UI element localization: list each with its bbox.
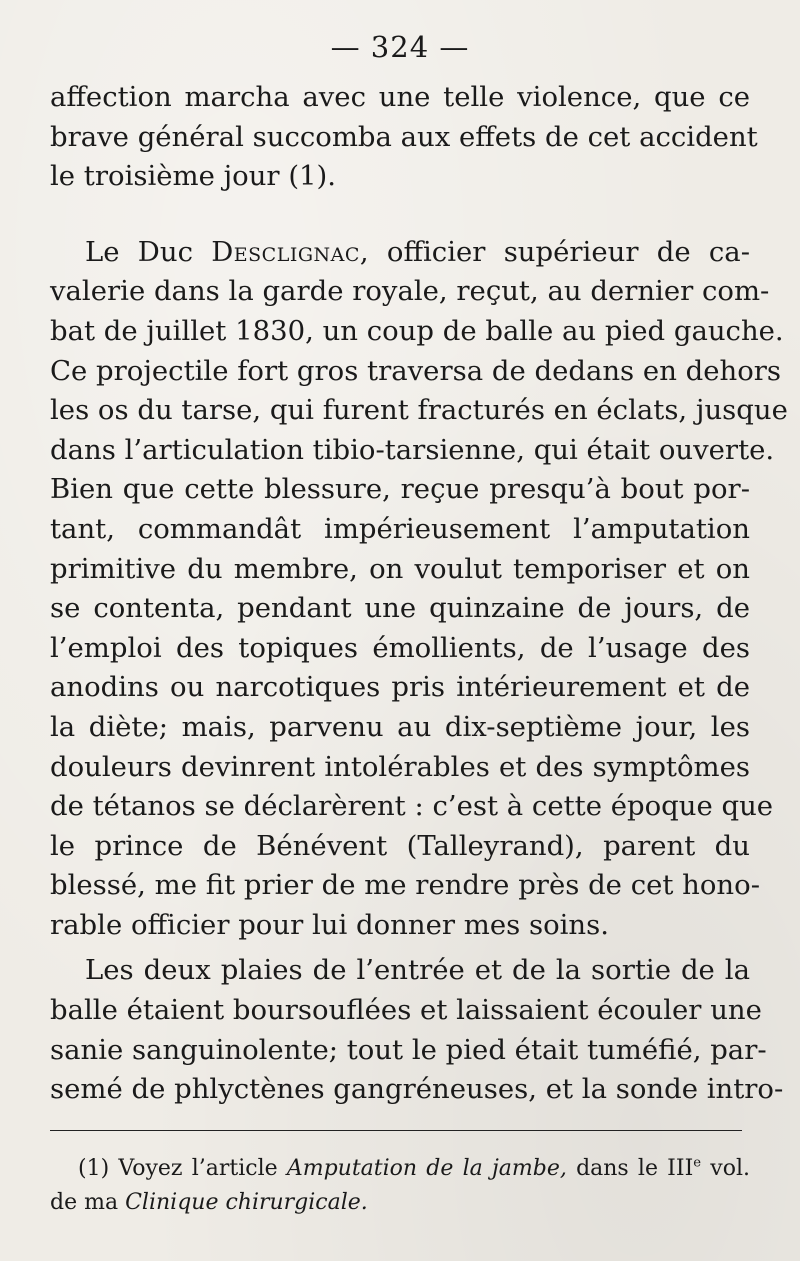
text-line: Les deux plaies de l’entrée et de la sortie de la (85, 954, 750, 987)
text-line: l’emploi des topiques émollients, de l’usage des (50, 631, 750, 664)
text-line: semé de phlyctènes gangréneuses, et la sonde intro- (50, 1073, 784, 1106)
person-name: Desclignac (211, 235, 360, 268)
text-line: tant, commandât impérieusement l’amputation (50, 512, 750, 545)
paragraph-gap (50, 197, 750, 233)
text-line: se contenta, pendant une quinzaine de jours, de (50, 592, 750, 625)
text-line: bat de juillet 1830, un coup de balle au pied gauche. (50, 314, 784, 347)
text-line: rable officier pour lui donner mes soins. (50, 908, 609, 941)
text-line: valerie dans la garde royale, reçut, au dernier com- (50, 275, 770, 308)
paragraph-1 (50, 78, 758, 197)
text-line: anodins ou narcotiques pris intérieurement et de (50, 671, 750, 704)
footnote-rule (50, 1130, 742, 1131)
text-line: Bien que cette blessure, reçue presqu’à bout por- (50, 473, 750, 506)
page-number-header: — 324 — (330, 30, 470, 64)
text-line: de tétanos se déclarèrent : c’est à cette époque que (50, 790, 774, 823)
text-line: brave général succomba aux effets de cet accident (50, 120, 758, 153)
text-fragment: , officier supérieur de ca- (359, 235, 750, 268)
italic-title: Clinique chirurgicale. (125, 1190, 368, 1215)
text-line (50, 233, 750, 273)
text-line: blessé, me fit prier de me rendre près de cet hono- (50, 869, 760, 902)
text-line: dans l’articulation tibio-tarsienne, qui était ouverte. (50, 433, 775, 466)
text-line: douleurs devinrent intolérables et des symptômes (50, 750, 750, 783)
text-fragment: Le Duc (85, 235, 212, 268)
footnote-line (50, 1186, 750, 1220)
text-line: primitive du membre, on voulut temporiser et on (50, 552, 750, 585)
text-line: Ce projectile fort gros traversa de dedans en dehors (50, 354, 782, 387)
footnote-line (50, 1152, 750, 1186)
text-line: la diète; mais, parvenu au dix-septième jour, les (50, 710, 750, 743)
text-fragment: dans le III (566, 1156, 694, 1181)
text-line: le troisième jour (1). (50, 160, 337, 193)
superscript: e (693, 1155, 702, 1171)
text-line: balle étaient boursouflées et laissaient écouler une (50, 994, 762, 1027)
body-text (50, 78, 788, 1110)
text-fragment: vol. (701, 1156, 750, 1181)
text-line: affection marcha avec une telle violence, que ce (50, 81, 750, 113)
text-fragment: (1) Voyez l’article (78, 1156, 287, 1181)
paragraph-3 (50, 951, 784, 1109)
paragraph-2 (50, 233, 788, 946)
footnote (50, 1152, 750, 1220)
text-line: le prince de Bénévent (Talleyrand), parent du (50, 829, 750, 862)
italic-title: Amputation de la jambe, (286, 1156, 567, 1181)
text-fragment: de ma (50, 1190, 126, 1215)
text-line: sanie sanguinolente; tout le pied était tuméfié, par- (50, 1033, 767, 1066)
text-line: les os du tarse, qui furent fracturés en éclats, jusque (50, 394, 788, 427)
